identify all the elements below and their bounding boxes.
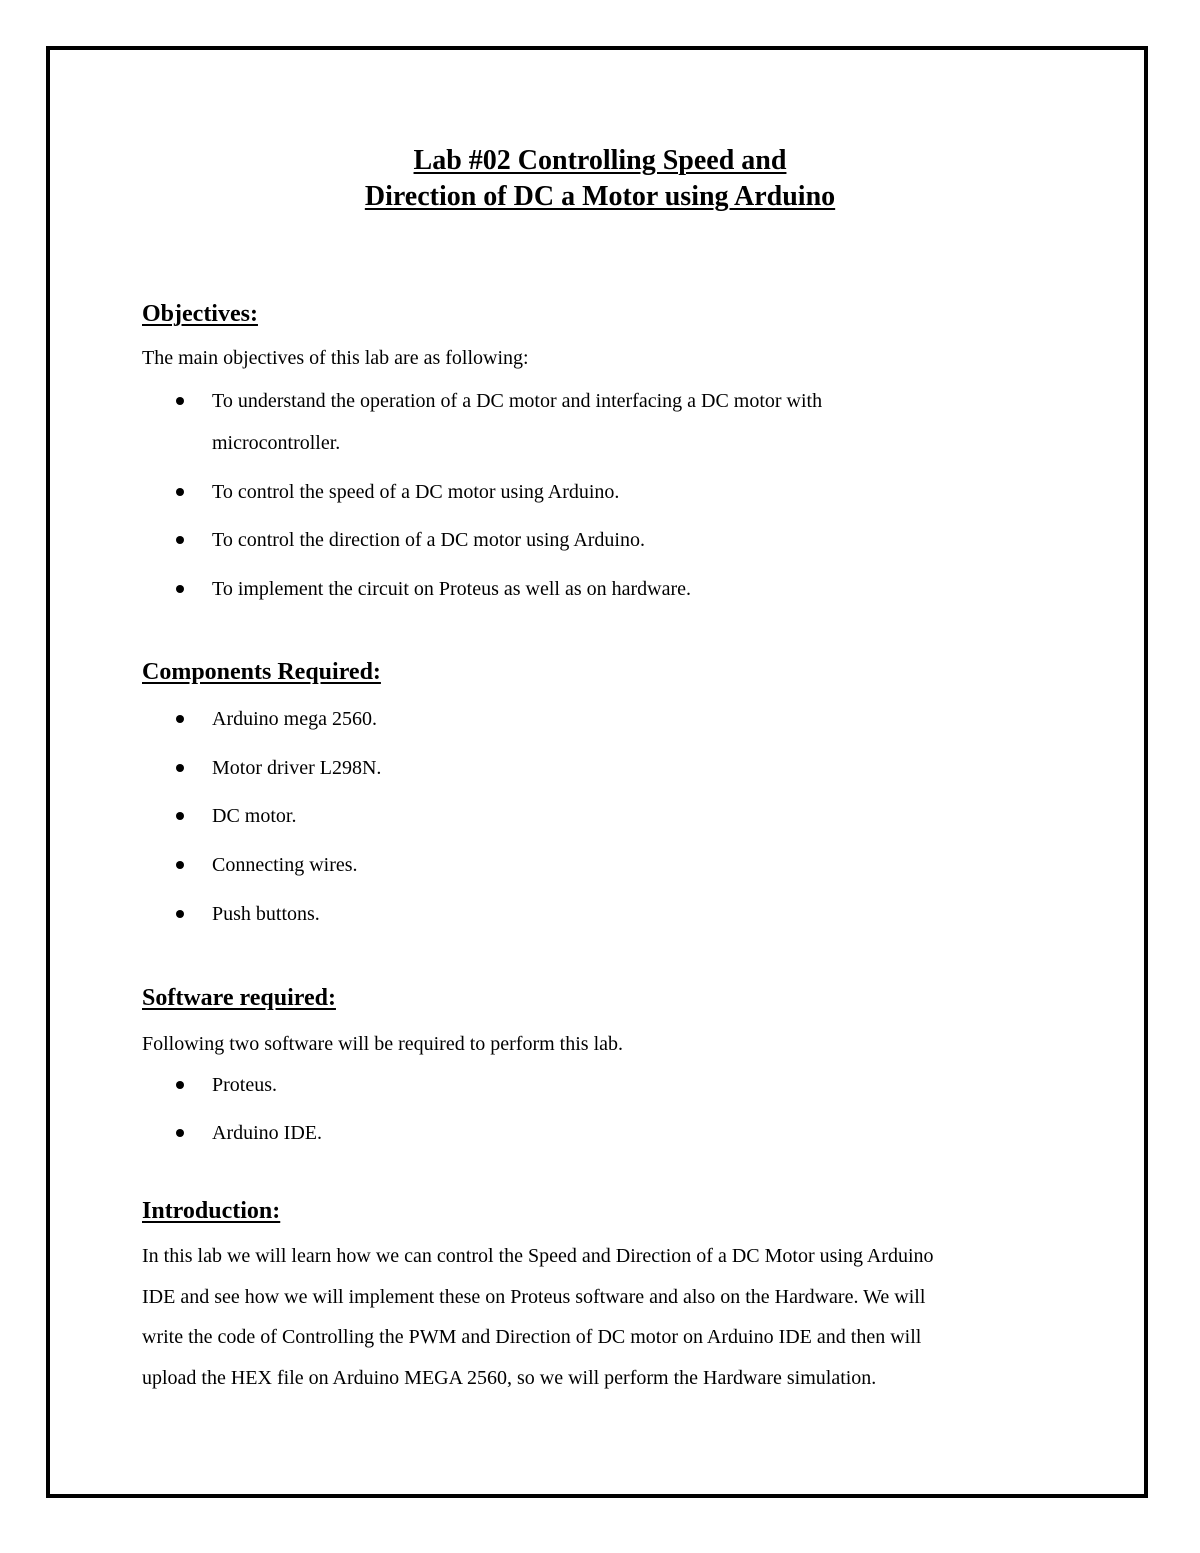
document-title-line-2: Direction of DC a Motor using Arduino [364,181,836,212]
objective-text-4: To implement the circuit on Proteus as well as on hardware. [212,578,692,600]
component-text: Motor driver L298N. [212,757,382,779]
objectives-heading: Objectives: [142,301,258,327]
bullet-icon [176,1129,184,1137]
bullet-icon [176,910,184,918]
bullet-icon [176,1081,184,1089]
bullet-icon [176,764,184,772]
objective-text-3: To control the direction of a DC motor using Arduino. [212,529,645,551]
document-title-line-1: Lab #02 Controlling Speed and [413,145,787,176]
objective-text-1-continued: microcontroller. [212,432,341,454]
component-text: Arduino mega 2560. [212,708,377,730]
bullet-icon [176,715,184,723]
software-text: Proteus. [212,1074,277,1096]
component-text: DC motor. [212,805,297,827]
introduction-line-1: In this lab we will learn how we can control the Speed and Direction of a DC Motor using Arduino [142,1245,934,1267]
software-intro: Following two software will be required to perform this lab. [142,1033,624,1055]
objective-text-1: To understand the operation of a DC motor and interfacing a DC motor with [212,390,823,412]
bullet-icon [176,536,184,544]
introduction-line-4: upload the HEX file on Arduino MEGA 2560, so we will perform the Hardware simulation. [142,1367,877,1389]
introduction-line-2: IDE and see how we will implement these on Proteus software and also on the Hardware. We will [142,1286,926,1308]
bullet-icon [176,812,184,820]
software-heading: Software required: [142,985,336,1011]
software-text: Arduino IDE. [212,1122,322,1144]
component-text: Push buttons. [212,903,320,925]
bullet-icon [176,488,184,496]
introduction-line-3: write the code of Controlling the PWM and Direction of DC motor on Arduino IDE and then will [142,1326,922,1348]
bullet-icon [176,585,184,593]
objective-text-2: To control the speed of a DC motor using Arduino. [212,481,620,503]
component-text: Connecting wires. [212,854,358,876]
objectives-intro: The main objectives of this lab are as following: [142,347,529,369]
bullet-icon [176,397,184,405]
introduction-heading: Introduction: [142,1198,281,1224]
components-heading: Components Required: [142,659,381,685]
bullet-icon [176,861,184,869]
